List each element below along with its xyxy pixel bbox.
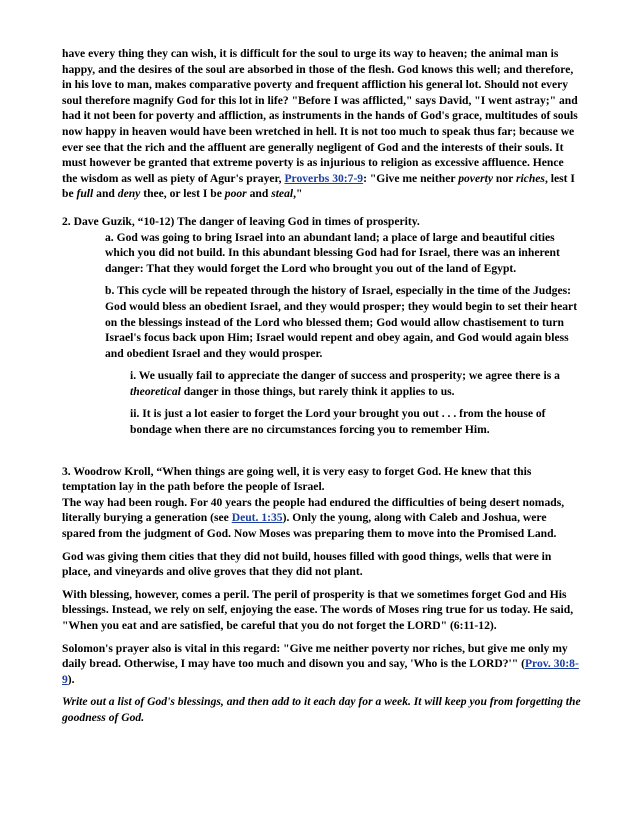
commentary-paragraph: have every thing they can wish, it is difficult for the soul to urge its way to heaven; the animal man is happy, and the desires of the soul are absorbed in those of the flesh. God knows this well; and therefore, in his love to man, makes comparative poverty and frequent affliction his general lot. Should not every soul therefore magnify God for this lot in life? "Before I was afflicted," says David, "I went astray;" and had it not been for poverty and affliction, as instruments in the hands of God's grace, multitudes of souls now happy in heaven would have been wretched in hell. It is not too much to speak thus far; because we ever see that the rich and the affluent are generally negligent of God and the interests of their souls. It must however be granted that extreme poverty is as injurious to religion as excessive affluence. Hence the wisdom as well as piety of Agur's prayer, Proverbs 30:7-9: "Give me neither poverty nor riches, lest I be full and deny thee, or lest I be poor and steal," bbox=[62, 47, 578, 201]
deut-1-35-link[interactable]: Deut. 1:35 bbox=[231, 511, 283, 525]
kroll-application: Write out a list of God's blessings, and then add to it each day for a week. It will keep you from forgetting the goodness of God. bbox=[62, 695, 581, 724]
guzik-point-ii: ii. It is just a lot easier to forget the Lord your brought you out . . . from the house of bondage when there are no circumstances forcing you to remember Him. bbox=[130, 407, 546, 437]
guzik-point-a: a. God was going to bring Israel into an abundant land; a place of large and beautiful cities which you did not build. In this abundant blessing God had for Israel, there was an inherent danger: That they would forget the Lord who brought you out of the land of Egypt. bbox=[105, 230, 560, 275]
kroll-paragraph-3: With blessing, however, comes a peril. The peril of prosperity is that we sometimes forget God and His blessings. Instead, we rely on self, enjoying the ease. The words of Moses ring true for us today. He said, "When you eat and are satisfied, be careful that you do not forget the LORD" (6:11-12). bbox=[62, 587, 574, 632]
kroll-paragraph-4: Solomon's prayer also is vital in this regard: "Give me neither poverty nor riches, but give me only my daily bread. Otherwise, I may have too much and disown you and say, 'Who is the LORD?'" (Prov. 30:8-9). bbox=[62, 641, 579, 686]
guzik-point-i: i. We usually fail to appreciate the danger of success and prosperity; we agree there is a theoretical danger in those things, but rarely think it applies to us. bbox=[130, 369, 560, 398]
guzik-point-b: b. This cycle will be repeated through the history of Israel, especially in the time of the Judges: God would bless an obedient Israel, and they would prosper; they would begin to set their heart on the blessings instead of the Lord who blessed them; God would allow chastisement to turn Israel's focus back upon Him; Israel would repent and obey again, and God would again bless and obedient Israel and they would prosper. bbox=[105, 284, 578, 360]
proverbs-30-7-9-link[interactable]: Proverbs 30:7-9 bbox=[284, 171, 364, 185]
kroll-paragraph-1: The way had been rough. For 40 years the people had endured the difficulties of being desert nomads, literally burying a generation (see Deut. 1:35). Only the young, along with Caleb and Joshua, were spared from the judgment of God. Now Moses was preparing them to move into the Promised Land. bbox=[62, 495, 565, 541]
kroll-paragraph-2: God was giving them cities that they did not build, houses filled with good things, wells that were in place, and vineyards and olive groves that they did not plant. bbox=[62, 549, 552, 579]
document-page bbox=[62, 46, 582, 733]
prov-30-8-9-link[interactable]: Prov. 30:8-9 bbox=[62, 657, 579, 686]
kroll-heading: 3. Woodrow Kroll, “When things are going well, it is very easy to forget God. He knew that this temptation lay in the path before the people of Israel. bbox=[62, 464, 532, 494]
guzik-heading: 2. Dave Guzik, “10-12) The danger of leaving God in times of prosperity. bbox=[62, 214, 420, 228]
